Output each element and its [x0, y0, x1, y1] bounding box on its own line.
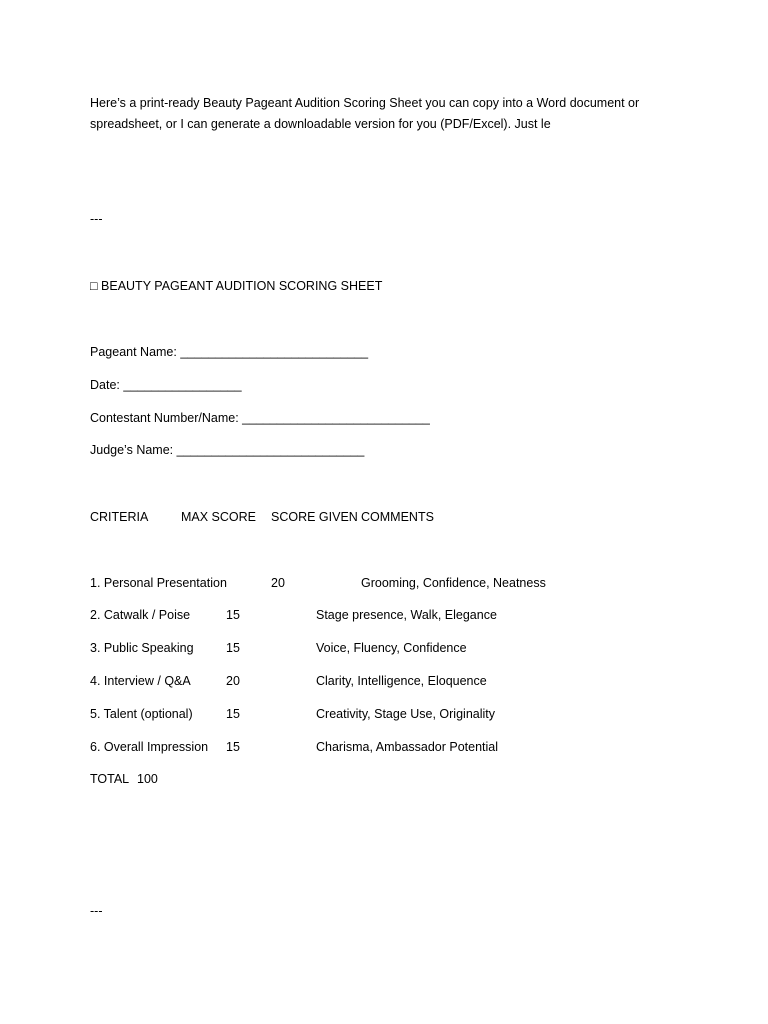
field-blank: _________________: [123, 378, 242, 392]
row-comments: Stage presence, Walk, Elegance: [316, 608, 497, 622]
row-max: 15: [226, 641, 240, 655]
field-blank: ___________________________: [180, 345, 369, 359]
row-comments: Charisma, Ambassador Potential: [316, 740, 499, 754]
row-criteria: 1. Personal Presentation: [90, 576, 227, 590]
row-criteria: 5. Talent (optional): [90, 707, 193, 721]
sheet-title: □ BEAUTY PAGEANT AUDITION SCORING SHEET: [90, 279, 383, 293]
row-comments: Creativity, Stage Use, Originality: [316, 707, 495, 721]
separator-top: ---: [90, 212, 103, 226]
row-criteria: 4. Interview / Q&A: [90, 674, 191, 688]
row-comments: Clarity, Intelligence, Eloquence: [316, 674, 487, 688]
field-date: [90, 377, 242, 394]
row-max: 15: [226, 608, 240, 622]
row-max: 20: [271, 576, 285, 590]
intro-paragraph: Here’s a print-ready Beauty Pageant Audition Scoring Sheet you can copy into a Word document or spreadsheet, or I can generate a downloadable version for you (PDF/Excel). Just le: [90, 96, 640, 131]
field-label: Date:: [90, 378, 120, 392]
header-max-score: MAX SCORE: [181, 510, 257, 524]
row-criteria: 2. Catwalk / Poise: [90, 608, 191, 622]
field-judge-name: [90, 442, 364, 459]
field-blank: ___________________________: [242, 411, 430, 425]
separator-bottom: ---: [90, 904, 103, 918]
total-value: 100: [137, 772, 158, 786]
row-max: 20: [226, 674, 240, 688]
row-comments: Voice, Fluency, Confidence: [316, 641, 467, 655]
field-label: Contestant Number/Name:: [90, 411, 239, 425]
field-label: Judge’s Name:: [90, 443, 174, 457]
field-label: Pageant Name:: [90, 345, 177, 359]
header-score-given: SCORE GIVEN: [271, 510, 358, 524]
row-max: 15: [226, 740, 240, 754]
total-label: TOTAL: [90, 772, 130, 786]
field-blank: ___________________________: [176, 443, 365, 457]
row-comments: Grooming, Confidence, Neatness: [361, 576, 546, 590]
field-pageant-name: [90, 344, 368, 361]
row-criteria: 6. Overall Impression: [90, 740, 209, 754]
header-comments: COMMENTS: [361, 510, 434, 524]
row-criteria: 3. Public Speaking: [90, 641, 194, 655]
row-max: 15: [226, 707, 240, 721]
header-criteria: CRITERIA: [90, 510, 149, 524]
field-contestant: [90, 410, 430, 427]
